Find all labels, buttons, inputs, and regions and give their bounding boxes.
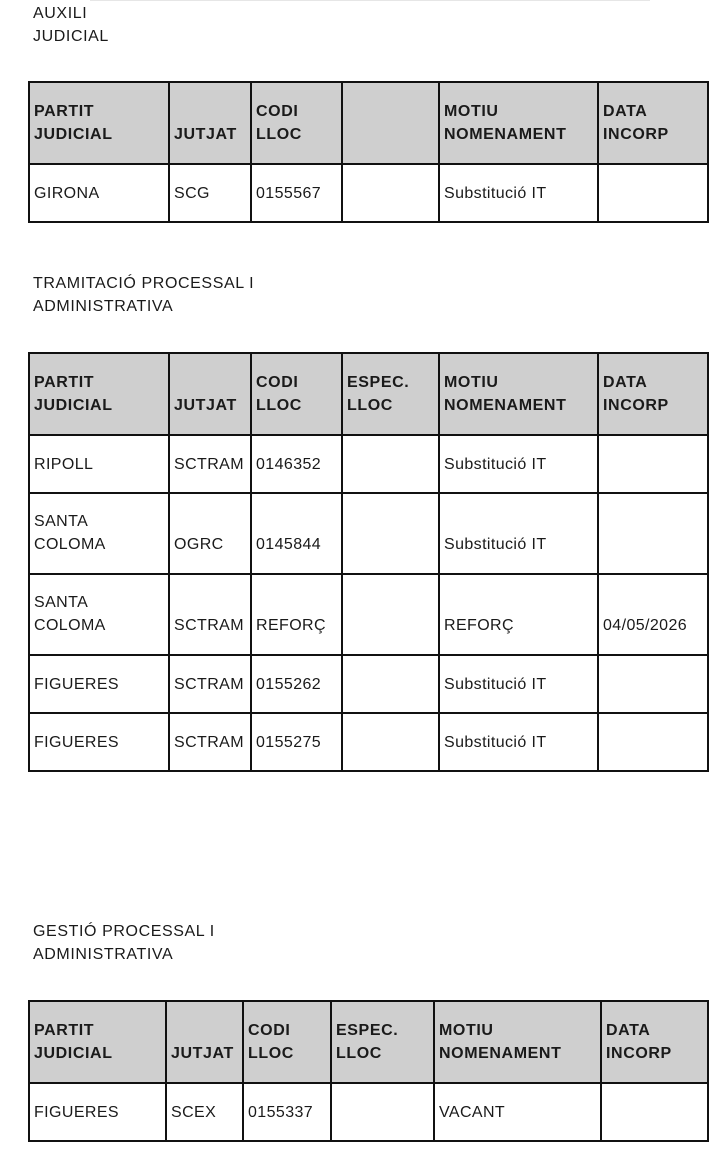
cell-motiu-nomenament: Substitució IT [439,435,598,493]
table-header-row [29,1001,708,1083]
cell-espec-lloc [342,713,439,771]
table-row [29,1083,708,1141]
header-jutjat: JUTJAT [166,1001,243,1083]
section-title-gestio-processal: GESTIÓ PROCESSAL I ADMINISTRATIVA [33,923,215,963]
header-codi-lloc: CODI LLOC [243,1001,331,1083]
table-header-row [29,353,708,435]
cell-codi-lloc: 0155275 [251,713,342,771]
table-row [29,493,708,574]
cell-codi-lloc: 0155337 [243,1083,331,1141]
header-data-incorp: DATA INCORP [601,1001,708,1083]
table-row [29,713,708,771]
header-espec-lloc: ESPEC. LLOC [331,1001,434,1083]
cell-espec-lloc [331,1083,434,1141]
cell-motiu-nomenament: Substitució IT [439,164,598,222]
cell-jutjat: SCEX [166,1083,243,1141]
cell-espec-lloc [342,493,439,574]
table-row [29,655,708,713]
cell-jutjat: SCTRAM [169,435,251,493]
header-data-incorp: DATA INCORP [598,353,708,435]
cell-codi-lloc: REFORÇ [251,574,342,655]
cell-codi-lloc: 0155262 [251,655,342,713]
cell-empty [342,164,439,222]
header-motiu-nomenament: MOTIU NOMENAMENT [434,1001,601,1083]
header-partit-judicial: PARTIT JUDICIAL [29,353,169,435]
header-motiu-nomenament: MOTIU NOMENAMENT [439,82,598,164]
cell-espec-lloc [342,655,439,713]
table-tramitacio-processal [28,352,709,772]
cell-data-incorp [598,655,708,713]
header-espec-lloc: ESPEC. LLOC [342,353,439,435]
table-row [29,435,708,493]
header-motiu-nomenament: MOTIU NOMENAMENT [439,353,598,435]
cell-partit-judicial: FIGUERES [29,713,169,771]
cell-data-incorp [598,164,708,222]
cell-motiu-nomenament: Substitució IT [439,655,598,713]
header-partit-judicial: PARTIT JUDICIAL [29,82,169,164]
header-empty [342,82,439,164]
cell-data-incorp [601,1083,708,1141]
table-auxili-judicial [28,81,709,223]
cell-jutjat: SCTRAM [169,713,251,771]
header-partit-judicial: PARTIT JUDICIAL [29,1001,166,1083]
cell-motiu-nomenament: VACANT [434,1083,601,1141]
header-jutjat: JUTJAT [169,353,251,435]
section-title-auxili-judicial: AUXILI JUDICIAL [33,5,109,45]
cell-motiu-nomenament: Substitució IT [439,493,598,574]
cell-partit-judicial: GIRONA [29,164,169,222]
table-header-row [29,82,708,164]
cell-data-incorp: 04/05/2026 [598,574,708,655]
cell-jutjat: SCTRAM [169,655,251,713]
cell-motiu-nomenament: REFORÇ [439,574,598,655]
cell-partit-judicial: SANTA COLOMA [29,493,169,574]
cell-partit-judicial: FIGUERES [29,1083,166,1141]
header-codi-lloc: CODI LLOC [251,82,342,164]
page-top-edge [90,0,650,1]
cell-jutjat: SCG [169,164,251,222]
cell-codi-lloc: 0155567 [251,164,342,222]
section-title-tramitacio-processal: TRAMITACIÓ PROCESSAL I ADMINISTRATIVA [33,275,255,315]
cell-espec-lloc [342,574,439,655]
cell-partit-judicial: RIPOLL [29,435,169,493]
header-codi-lloc: CODI LLOC [251,353,342,435]
cell-partit-judicial: FIGUERES [29,655,169,713]
cell-codi-lloc: 0145844 [251,493,342,574]
header-jutjat: JUTJAT [169,82,251,164]
table-gestio-processal [28,1000,709,1142]
header-data-incorp: DATA INCORP [598,82,708,164]
cell-jutjat: SCTRAM [169,574,251,655]
cell-data-incorp [598,713,708,771]
cell-partit-judicial: SANTA COLOMA [29,574,169,655]
cell-data-incorp [598,493,708,574]
cell-data-incorp [598,435,708,493]
cell-codi-lloc: 0146352 [251,435,342,493]
cell-motiu-nomenament: Substitució IT [439,713,598,771]
cell-espec-lloc [342,435,439,493]
table-row [29,164,708,222]
table-row [29,574,708,655]
cell-jutjat: OGRC [169,493,251,574]
